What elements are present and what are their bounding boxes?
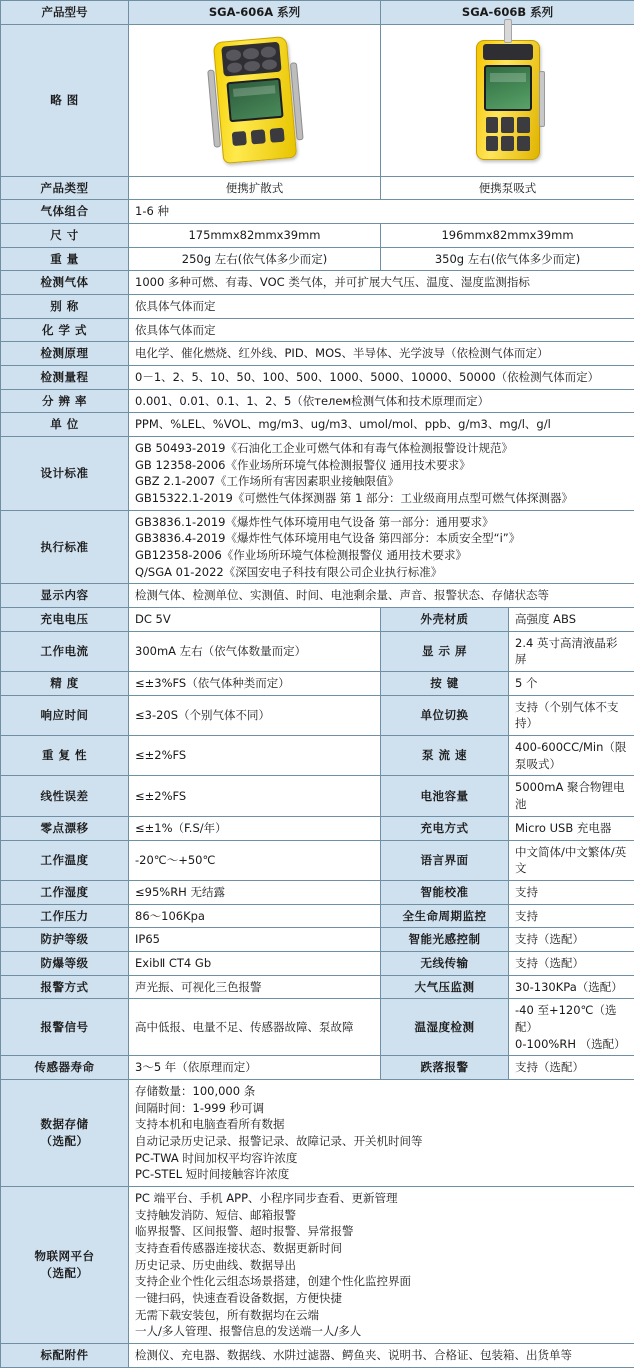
row-label-sensor-life: 传感器寿命 <box>1 1056 129 1080</box>
row-label-gas-combination: 气体组合 <box>1 200 129 224</box>
working-temperature-value: -20℃～+50℃ <box>129 840 381 880</box>
table-row-pair-4 <box>1 736 634 776</box>
size-a: 175mmx82mmx39mm <box>129 224 381 248</box>
row-label-explosion-grade: 防爆等级 <box>1 951 129 975</box>
data-storage-line-3: 支持本机和电脑查看所有数据 <box>135 1116 628 1133</box>
table-row-pair-0 <box>1 608 634 632</box>
row-label-display-screen: 显 示 屏 <box>381 631 509 671</box>
smart-calibration-value: 支持 <box>509 880 634 904</box>
table-row-unit <box>1 413 634 437</box>
data-storage-line-1: 存储数量：100,000 条 <box>135 1083 628 1100</box>
row-label-display-content: 显示内容 <box>1 584 129 608</box>
row-label-temp-humidity: 温湿度检测 <box>381 999 509 1056</box>
exec-standard-line-2: GB3836.4-2019《爆炸性气体环境用电气设备 第四部分：本质安全型“i”》 <box>135 530 628 547</box>
row-label-wireless: 无线传输 <box>381 951 509 975</box>
lifecycle-monitor-value: 支持 <box>509 904 634 928</box>
iot-platform-label-line-1: 物联网平台 <box>7 1248 122 1265</box>
table-row-design-standard <box>1 437 634 511</box>
iot-platform-value <box>129 1186 634 1343</box>
row-label-detection-gas: 检测气体 <box>1 271 129 295</box>
table-row-detection-gas <box>1 271 634 295</box>
row-label-principle: 检测原理 <box>1 342 129 366</box>
table-row-pair-9 <box>1 904 634 928</box>
charge-voltage-value: DC 5V <box>129 608 381 632</box>
row-label-language: 语言界面 <box>381 840 509 880</box>
table-row-pair-1 <box>1 631 634 671</box>
row-label-alarm-method: 报警方式 <box>1 975 129 999</box>
design-standard-line-4: GB15322.1-2019《可燃性气体探测器 第 1 部分：工业级商用点型可燃气体探测器》 <box>135 490 628 507</box>
sensor-life-value: 3～5 年（依原理而定） <box>129 1056 381 1080</box>
table-row-pair-11 <box>1 951 634 975</box>
row-label-alias: 别 称 <box>1 295 129 319</box>
temp-humidity-line-1: -40 至+120℃（选配） <box>515 1002 628 1035</box>
row-label-repeatability: 重 复 性 <box>1 736 129 776</box>
row-label-iot-platform <box>1 1186 129 1343</box>
iot-platform-line-5: 历史记录、历史曲线、数据导出 <box>135 1257 628 1274</box>
row-label-design-standard: 设计标准 <box>1 437 129 511</box>
air-pressure-monitor-value: 30-130KPa（选配） <box>509 975 634 999</box>
drop-alarm-value: 支持（选配） <box>509 1056 634 1080</box>
display-screen-value: 2.4 英寸高清液晶彩屏 <box>509 631 634 671</box>
table-row-accessories <box>1 1343 634 1367</box>
row-label-shell-material: 外壳材质 <box>381 608 509 632</box>
table-row-iot-platform <box>1 1186 634 1343</box>
table-row-sensor-life <box>1 1056 634 1080</box>
table-row-pair-5 <box>1 776 634 816</box>
design-standard-line-2: GB 12358-2006《作业场所环境气体检测报警仪 通用技术要求》 <box>135 457 628 474</box>
protection-grade-value: IP65 <box>129 928 381 952</box>
data-storage-label-line-2: （选配） <box>7 1133 122 1150</box>
shell-material-value: 高强度 ABS <box>509 608 634 632</box>
row-label-accessories: 标配附件 <box>1 1343 129 1367</box>
pump-flow-value: 400-600CC/Min（限泵吸式） <box>509 736 634 776</box>
linearity-error-value: ≤±2%FS <box>129 776 381 816</box>
row-label-model: 产品型号 <box>1 1 129 25</box>
iot-platform-line-6: 支持企业个性化云组态场景搭建，创建个性化监控界面 <box>135 1273 628 1290</box>
explosion-grade-value: ExibⅡ CT4 Gb <box>129 951 381 975</box>
row-label-alarm-signal: 报警信号 <box>1 999 129 1056</box>
unit-switch-value: 支持（个别气体不支持） <box>509 695 634 735</box>
product-type-a: 便携扩散式 <box>129 176 381 200</box>
row-label-response-time: 响应时间 <box>1 695 129 735</box>
portable-pump-suction-gas-detector-icon <box>387 28 628 173</box>
alarm-method-value: 声光振、可视化三色报警 <box>129 975 381 999</box>
unit-value: PPM、%LEL、%VOL、mg/m3、ug/m3、umol/mol、ppb、g/m3、mg/l、g/l <box>129 413 634 437</box>
table-row-diagram <box>1 24 634 176</box>
row-label-working-temperature: 工作温度 <box>1 840 129 880</box>
row-label-charge-method: 充电方式 <box>381 816 509 840</box>
iot-platform-line-1: PC 端平台、手机 APP、小程序同步查看、更新管理 <box>135 1190 628 1207</box>
row-label-unit: 单 位 <box>1 413 129 437</box>
iot-platform-line-4: 支持查看传感器连接状态、数据更新时间 <box>135 1240 628 1257</box>
alarm-signal-value <box>129 999 381 1056</box>
model-b-header: SGA-606B 系列 <box>381 1 634 25</box>
row-label-unit-switch: 单位切换 <box>381 695 509 735</box>
table-row-pair-3 <box>1 695 634 735</box>
row-label-drop-alarm: 跌落报警 <box>381 1056 509 1080</box>
device-a-image-cell <box>129 24 381 176</box>
row-label-smart-calibration: 智能校准 <box>381 880 509 904</box>
design-standard-value <box>129 437 634 511</box>
charge-method-value: Micro USB 充电器 <box>509 816 634 840</box>
principle-value: 电化学、催化燃烧、红外线、PID、MOS、半导体、光学波导（依检测气体而定） <box>129 342 634 366</box>
working-current-value: 300mA 左右（依气体数量而定） <box>129 631 381 671</box>
iot-platform-line-7: 一键扫码，快速查看设备数据，方便快捷 <box>135 1290 628 1307</box>
row-label-resolution: 分 辨 率 <box>1 389 129 413</box>
iot-platform-line-2: 支持触发消防、短信、邮箱报警 <box>135 1207 628 1224</box>
design-standard-line-3: GBZ 2.1-2007《工作场所有害因素职业接触限值》 <box>135 473 628 490</box>
table-row-chemical-formula <box>1 318 634 342</box>
table-row-principle <box>1 342 634 366</box>
table-row-alarm-signal <box>1 999 634 1056</box>
battery-capacity-value: 5000mA 聚合物锂电池 <box>509 776 634 816</box>
iot-platform-label-line-2: （选配） <box>7 1265 122 1282</box>
language-value: 中文简体/中文繁体/英文 <box>509 840 634 880</box>
exec-standard-line-3: GB12358-2006《作业场所环境气体检测报警仪 通用技术要求》 <box>135 547 628 564</box>
row-label-diagram: 略 图 <box>1 24 129 176</box>
accessories-value: 检测仪、充电器、数据线、水阱过滤器、鳄鱼夹、说明书、合格证、包装箱、出货单等 <box>129 1343 634 1367</box>
row-label-zero-drift: 零点漂移 <box>1 816 129 840</box>
working-humidity-value: ≤95%RH 无结露 <box>129 880 381 904</box>
row-label-weight: 重 量 <box>1 247 129 271</box>
table-row-pair-7 <box>1 840 634 880</box>
temp-humidity-line-2: 0-100%RH （选配） <box>515 1036 628 1053</box>
size-b: 196mmx82mmx39mm <box>381 224 634 248</box>
chemical-formula-value: 依具体气体而定 <box>129 318 634 342</box>
iot-platform-line-8: 无需下载安装包，所有数据均在云端 <box>135 1307 628 1324</box>
row-label-battery-capacity: 电池容量 <box>381 776 509 816</box>
table-row-exec-standard <box>1 510 634 584</box>
row-label-charge-voltage: 充电电压 <box>1 608 129 632</box>
range-value: 0－1、2、5、10、50、100、500、1000、5000、10000、50000（依检测气体而定） <box>129 366 634 390</box>
table-row-gas-combination <box>1 200 634 224</box>
buttons-value: 5 个 <box>509 672 634 696</box>
design-standard-line-1: GB 50493-2019《石油化工企业可燃气体和有毒气体检测报警设计规范》 <box>135 440 628 457</box>
alias-value: 依具体气体而定 <box>129 295 634 319</box>
data-storage-label-line-1: 数据存储 <box>7 1116 122 1133</box>
row-label-range: 检测量程 <box>1 366 129 390</box>
row-label-smart-light-control: 智能光感控制 <box>381 928 509 952</box>
exec-standard-line-4: Q/SGA 01-2022《深国安电子科技有限公司企业执行标准》 <box>135 564 628 581</box>
device-b-image-cell <box>381 24 634 176</box>
iot-platform-line-9: 一人/多人管理、报警信息的发送端一人/多人 <box>135 1323 628 1340</box>
table-row-weight <box>1 247 634 271</box>
row-label-size: 尺 寸 <box>1 224 129 248</box>
weight-a: 250g 左右(依气体多少而定) <box>129 247 381 271</box>
table-row-pair-8 <box>1 880 634 904</box>
working-pressure-value: 86～106Kpa <box>129 904 381 928</box>
response-time-value: ≤3-20S（个别气体不同） <box>129 695 381 735</box>
table-row-pair-2 <box>1 672 634 696</box>
row-label-buttons: 按 键 <box>381 672 509 696</box>
data-storage-line-2: 间隔时间：1-999 秒可调 <box>135 1100 628 1117</box>
row-label-exec-standard: 执行标准 <box>1 510 129 584</box>
weight-b: 350g 左右(依气体多少而定) <box>381 247 634 271</box>
table-row-resolution <box>1 389 634 413</box>
row-label-protection-grade: 防护等级 <box>1 928 129 952</box>
exec-standard-line-1: GB3836.1-2019《爆炸性气体环境用电气设备 第一部分：通用要求》 <box>135 514 628 531</box>
table-row-alias <box>1 295 634 319</box>
row-label-chemical-formula: 化 学 式 <box>1 318 129 342</box>
gas-combination-value: 1-6 种 <box>129 200 634 224</box>
row-label-accuracy: 精 度 <box>1 672 129 696</box>
detection-gas-value: 1000 多种可燃、有毒、VOC 类气体，并可扩展大气压、温度、湿度监测指标 <box>129 271 634 295</box>
row-label-lifecycle-monitor: 全生命周期监控 <box>381 904 509 928</box>
resolution-value: 0.001、0.01、0.1、1、2、5（依телем检测气体和技术原理而定） <box>129 389 634 413</box>
table-row-size <box>1 224 634 248</box>
display-content-value: 检测气体、检测单位、实测值、时间、电池剩余量、声音、报警状态、存储状态等 <box>129 584 634 608</box>
row-label-linearity-error: 线性误差 <box>1 776 129 816</box>
smart-light-control-value: 支持（选配） <box>509 928 634 952</box>
row-label-data-storage <box>1 1079 129 1186</box>
table-row-range <box>1 366 634 390</box>
alarm-signal-line-1: 高中低报、电量不足、传感器故障、泵故障 <box>135 1019 374 1036</box>
table-row-data-storage <box>1 1079 634 1186</box>
portable-diffusion-gas-detector-icon <box>135 28 374 173</box>
table-row-display-content <box>1 584 634 608</box>
accuracy-value: ≤±3%FS（依气体种类而定） <box>129 672 381 696</box>
row-label-working-pressure: 工作压力 <box>1 904 129 928</box>
table-row-pair-12 <box>1 975 634 999</box>
table-row-pair-6 <box>1 816 634 840</box>
zero-drift-value: ≤±1%（F.S/年） <box>129 816 381 840</box>
data-storage-line-6: PC-STEL 短时间接触容许浓度 <box>135 1166 628 1183</box>
wireless-value: 支持（选配） <box>509 951 634 975</box>
data-storage-line-4: 自动记录历史记录、报警记录、故障记录、开关机时间等 <box>135 1133 628 1150</box>
data-storage-line-5: PC-TWA 时间加权平均容许浓度 <box>135 1150 628 1167</box>
product-type-b: 便携泵吸式 <box>381 176 634 200</box>
repeatability-value: ≤±2%FS <box>129 736 381 776</box>
model-a-header: SGA-606A 系列 <box>129 1 381 25</box>
row-label-pump-flow: 泵 流 速 <box>381 736 509 776</box>
row-label-air-pressure-monitor: 大气压监测 <box>381 975 509 999</box>
exec-standard-value <box>129 510 634 584</box>
data-storage-value <box>129 1079 634 1186</box>
temp-humidity-value <box>509 999 634 1056</box>
row-label-working-current: 工作电流 <box>1 631 129 671</box>
row-label-product-type: 产品类型 <box>1 176 129 200</box>
iot-platform-line-3: 临界报警、区间报警、超时报警、异常报警 <box>135 1223 628 1240</box>
row-label-working-humidity: 工作湿度 <box>1 880 129 904</box>
table-row-pair-10 <box>1 928 634 952</box>
table-row-model <box>1 1 634 25</box>
table-row-product-type <box>1 176 634 200</box>
